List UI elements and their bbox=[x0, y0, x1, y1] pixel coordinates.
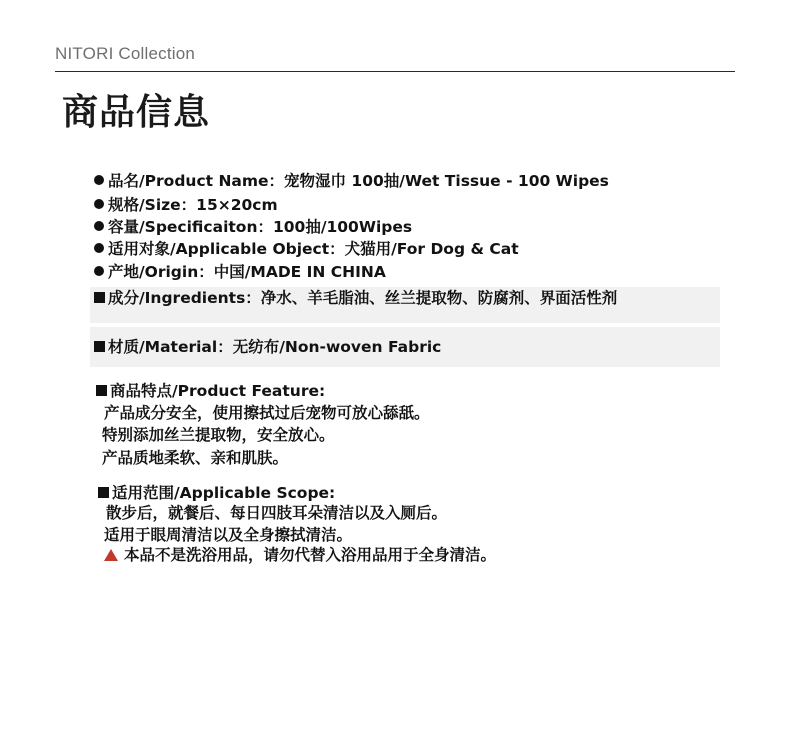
warning-triangle-icon bbox=[104, 549, 118, 561]
black-circle-bullet-icon bbox=[94, 243, 104, 253]
spec-text: 规格/Size：15×20cm bbox=[108, 196, 278, 214]
spec-material bbox=[94, 335, 441, 357]
scope-line: 适用于眼周清洁以及全身擦拭清洁。 bbox=[104, 526, 353, 544]
spec-text: 品名/Product Name：宠物湿巾 100抽/Wet Tissue - 100 Wipes bbox=[108, 172, 609, 190]
spec-capacity bbox=[94, 215, 412, 237]
black-square-bullet-icon bbox=[98, 487, 109, 498]
spec-origin bbox=[94, 260, 386, 282]
spec-text: 成分/Ingredients：净水、羊毛脂油、丝兰提取物、防腐剂、界面活性剂 bbox=[108, 289, 618, 307]
spec-applicable-object bbox=[94, 237, 519, 259]
spec-ingredients bbox=[94, 286, 617, 308]
spec-text: 容量/Specificaiton：100抽/100Wipes bbox=[108, 218, 413, 236]
spec-size bbox=[94, 193, 278, 215]
product-info-photo bbox=[90, 155, 720, 575]
feature-heading bbox=[96, 379, 325, 401]
feature-line: 产品成分安全，使用擦拭过后宠物可放心舔舐。 bbox=[104, 404, 430, 422]
warning-text: 本品不是洗浴用品，请勿代替入浴用品用于全身清洁。 bbox=[124, 546, 497, 564]
feature-line: 特别添加丝兰提取物，安全放心。 bbox=[102, 426, 335, 444]
black-square-bullet-icon bbox=[94, 341, 105, 352]
spec-product-name bbox=[94, 169, 609, 191]
black-circle-bullet-icon bbox=[94, 199, 104, 209]
black-circle-bullet-icon bbox=[94, 221, 104, 231]
scope-heading-text: 适用范围/Applicable Scope: bbox=[112, 484, 336, 502]
feature-heading-text: 商品特点/Product Feature: bbox=[110, 382, 326, 400]
feature-line: 产品质地柔软、亲和肌肤。 bbox=[102, 449, 289, 467]
black-square-bullet-icon bbox=[94, 292, 105, 303]
black-circle-bullet-icon bbox=[94, 175, 104, 185]
page-title: 商品信息 bbox=[62, 92, 211, 133]
spec-text: 适用对象/Applicable Object：犬猫用/For Dog & Cat bbox=[108, 240, 519, 258]
black-square-bullet-icon bbox=[96, 385, 107, 396]
brand-label: NITORI Collection bbox=[55, 44, 196, 63]
scope-line: 散步后，就餐后、每日四肢耳朵清洁以及入厕后。 bbox=[106, 504, 448, 522]
header-divider bbox=[55, 71, 735, 72]
spec-text: 产地/Origin：中国/MADE IN CHINA bbox=[108, 263, 386, 281]
scope-warning bbox=[104, 543, 496, 565]
black-circle-bullet-icon bbox=[94, 266, 104, 276]
spec-text: 材质/Material：无纺布/Non-woven Fabric bbox=[108, 338, 442, 356]
scope-heading bbox=[98, 481, 335, 503]
